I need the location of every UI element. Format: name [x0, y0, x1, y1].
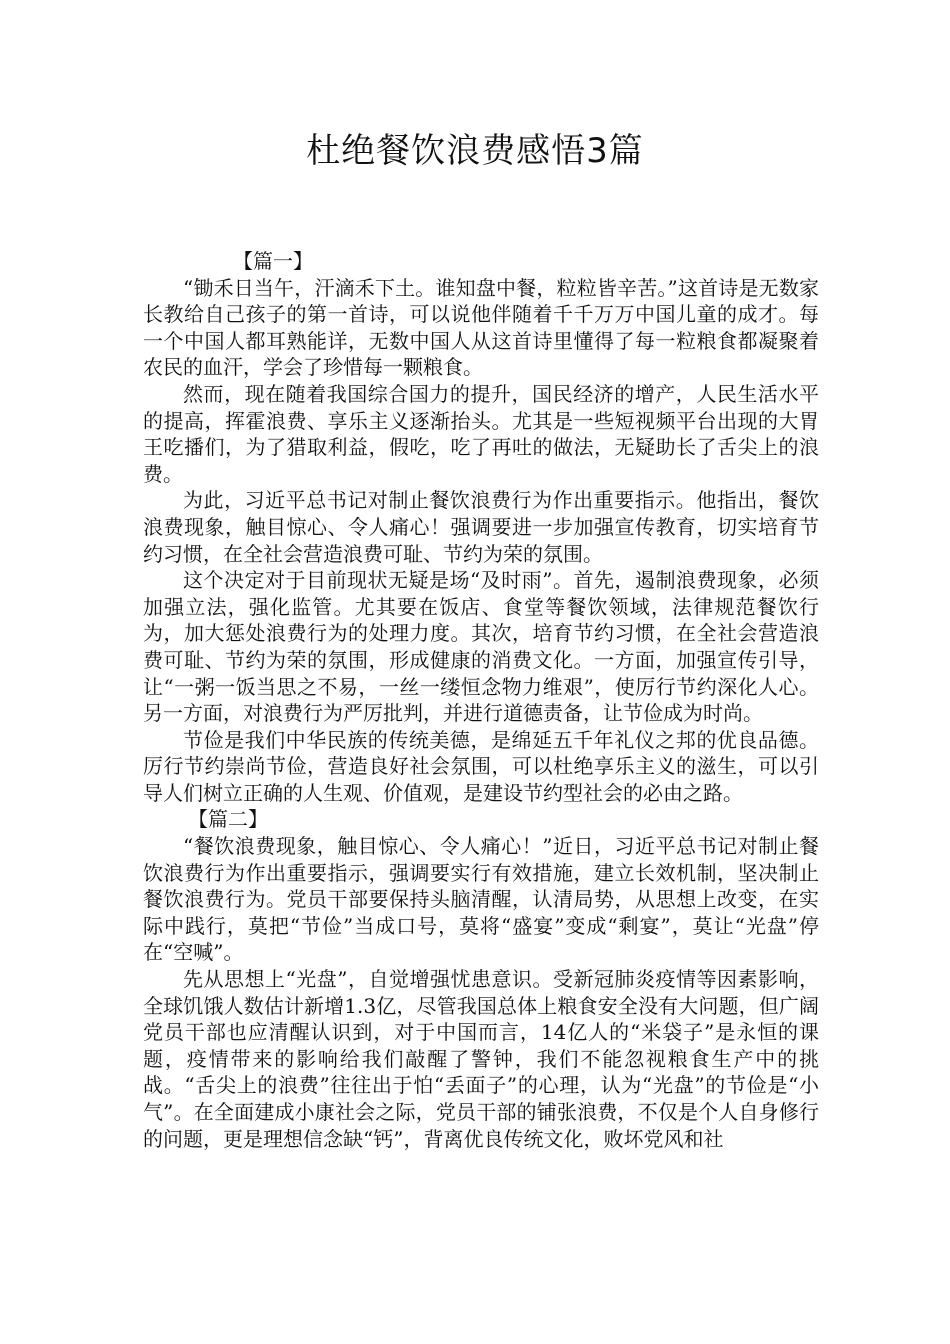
section-heading-1: 【篇一】 [233, 249, 313, 273]
document-title: 杜绝餐饮浪费感悟3篇 [306, 131, 644, 171]
paragraph: “餐饮浪费现象，触目惊心、令人痛心！”近日，习近平总书记对制止餐饮浪费行为作出重要指示，强调要实行有效措施，建立长效机制，坚决制止餐饮浪费行为。党员干部要保持头脑清醒，认清局势，从思想上改变，在实际中践行，莫把“节俭”当成口号，莫将“盛宴”变成“剩宴”，莫让“光盘”停在“空喊”。 [143, 834, 819, 965]
paragraph: 节俭是我们中华民族的传统美德，是绵延五千年礼仪之邦的优良品德。厉行节约崇尚节俭，营造良好社会氛围，可以杜绝享乐主义的滋生，可以引导人们树立正确的人生观、价值观，是建设节约型社会的必由之路。 [143, 727, 819, 805]
paragraph: “锄禾日当午，汗滴禾下土。谁知盘中餐，粒粒皆辛苦。”这首诗是无数家长教给自己孩子的第一首诗，可以说他伴随着千千万万中国儿童的成才。每一个中国人都耳熟能详，无数中国人从这首诗里懂得了每一粒粮食都凝聚着农民的血汗，学会了珍惜每一颗粮食。 [143, 275, 819, 380]
document-body [143, 248, 819, 1152]
paragraph: 然而，现在随着我国综合国力的提升，国民经济的增产，人民生活水平的提高，挥霍浪费、享乐主义逐渐抬头。尤其是一些短视频平台出现的大胃王吃播们，为了猎取利益，假吃，吃了再吐的做法，无疑助长了舌尖上的浪费。 [143, 381, 819, 486]
paragraph: 先从思想上“光盘”，自觉增强忧患意识。受新冠肺炎疫情等因素影响，全球饥饿人数估计新增1.3亿，尽管我国总体上粮食安全没有大问题，但广阔党员干部也应清醒认识到，对于中国而言，14亿人的“米袋子”是永恒的课题，疫情带来的影响给我们敲醒了警钟，我们不能忽视粮食生产中的挑战。“舌尖上的浪费”往往出于怕“丢面子”的心理，认为“光盘”的节俭是“小气”。在全面建成小康社会之际，党员干部的铺张浪费，不仅是个人自身修行的问题，更是理想信念缺“钙”，背离优良传统文化，败坏党风和社 [143, 967, 819, 1151]
paragraph: 这个决定对于目前现状无疑是场“及时雨”。首先，遏制浪费现象，必须加强立法，强化监管。尤其要在饭店、食堂等餐饮领域，法律规范餐饮行为，加大惩处浪费行为的处理力度。其次，培育节约习惯，在全社会营造浪费可耻、节约为荣的氛围，形成健康的消费文化。一方面，加强宣传引导，让“一粥一饭当思之不易，一丝一缕恒念物力维艰”，使厉行节约深化人心。另一方面，对浪费行为严厉批判，并进行道德责备，让节俭成为时尚。 [143, 568, 819, 726]
paragraph: 为此，习近平总书记对制止餐饮浪费行为作出重要指示。他指出，餐饮浪费现象，触目惊心、令人痛心！强调要进一步加强宣传教育，切实培育节约习惯，在全社会营造浪费可耻、节约为荣的氛围。 [143, 488, 819, 566]
section-heading-2: 【篇二】 [188, 807, 268, 832]
